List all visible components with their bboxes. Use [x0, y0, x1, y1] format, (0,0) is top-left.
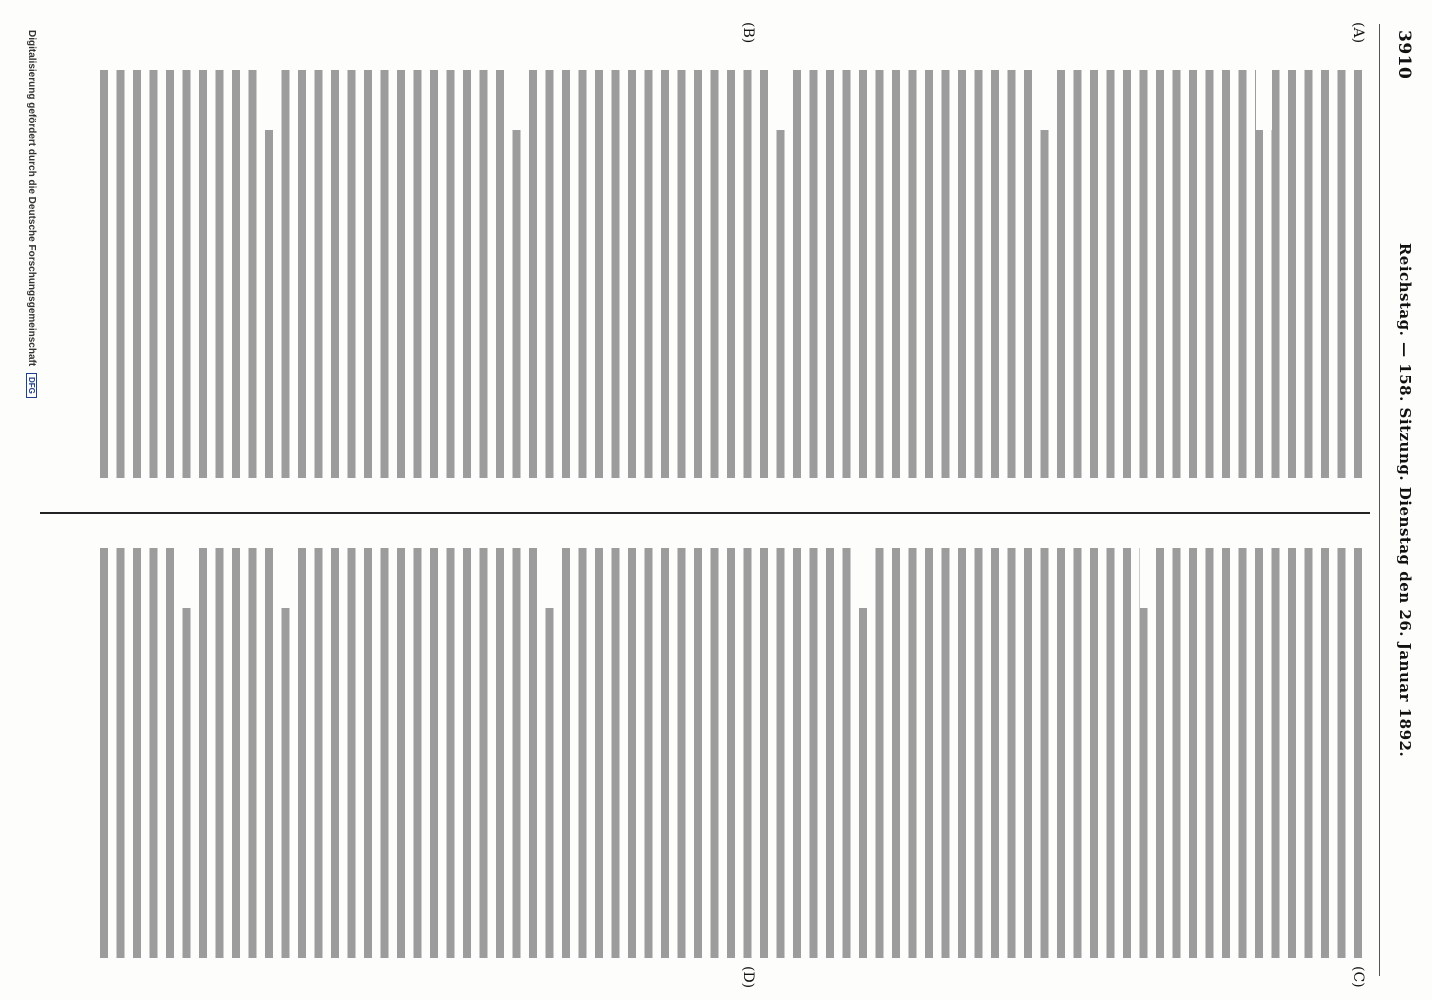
paragraph-break	[545, 548, 561, 608]
left-column-text-lines	[96, 70, 1366, 478]
dfg-logo: DFG	[26, 373, 37, 398]
digitization-credit-text: Digitalisierung gefördert durch die Deutsche Forschungsgemeinschaft	[25, 30, 37, 367]
paragraph-break	[182, 548, 198, 608]
header-rule	[1379, 24, 1380, 976]
right-text-column	[96, 548, 1370, 958]
right-column-text-lines	[96, 548, 1366, 958]
paragraph-break	[1140, 548, 1156, 608]
paragraph-break	[512, 70, 528, 130]
paragraph-break	[859, 548, 875, 608]
column-marker-b: (B)	[740, 22, 756, 44]
column-rule	[40, 512, 1370, 514]
column-marker-d: (D)	[740, 966, 756, 989]
paragraph-break	[776, 70, 792, 130]
column-marker-c: (C)	[1350, 966, 1366, 988]
paragraph-break	[281, 548, 297, 608]
column-marker-a: (A)	[1350, 22, 1366, 44]
page-number: 3910	[1394, 30, 1414, 80]
digitization-credit	[26, 30, 37, 398]
left-text-column	[96, 70, 1370, 478]
paragraph-break	[1256, 70, 1272, 130]
paragraph-break	[1040, 70, 1056, 130]
paragraph-break	[264, 70, 280, 130]
running-head: Reichstag. — 158. Sitzung. Dienstag den 26. Januar 1892.	[1396, 242, 1414, 758]
